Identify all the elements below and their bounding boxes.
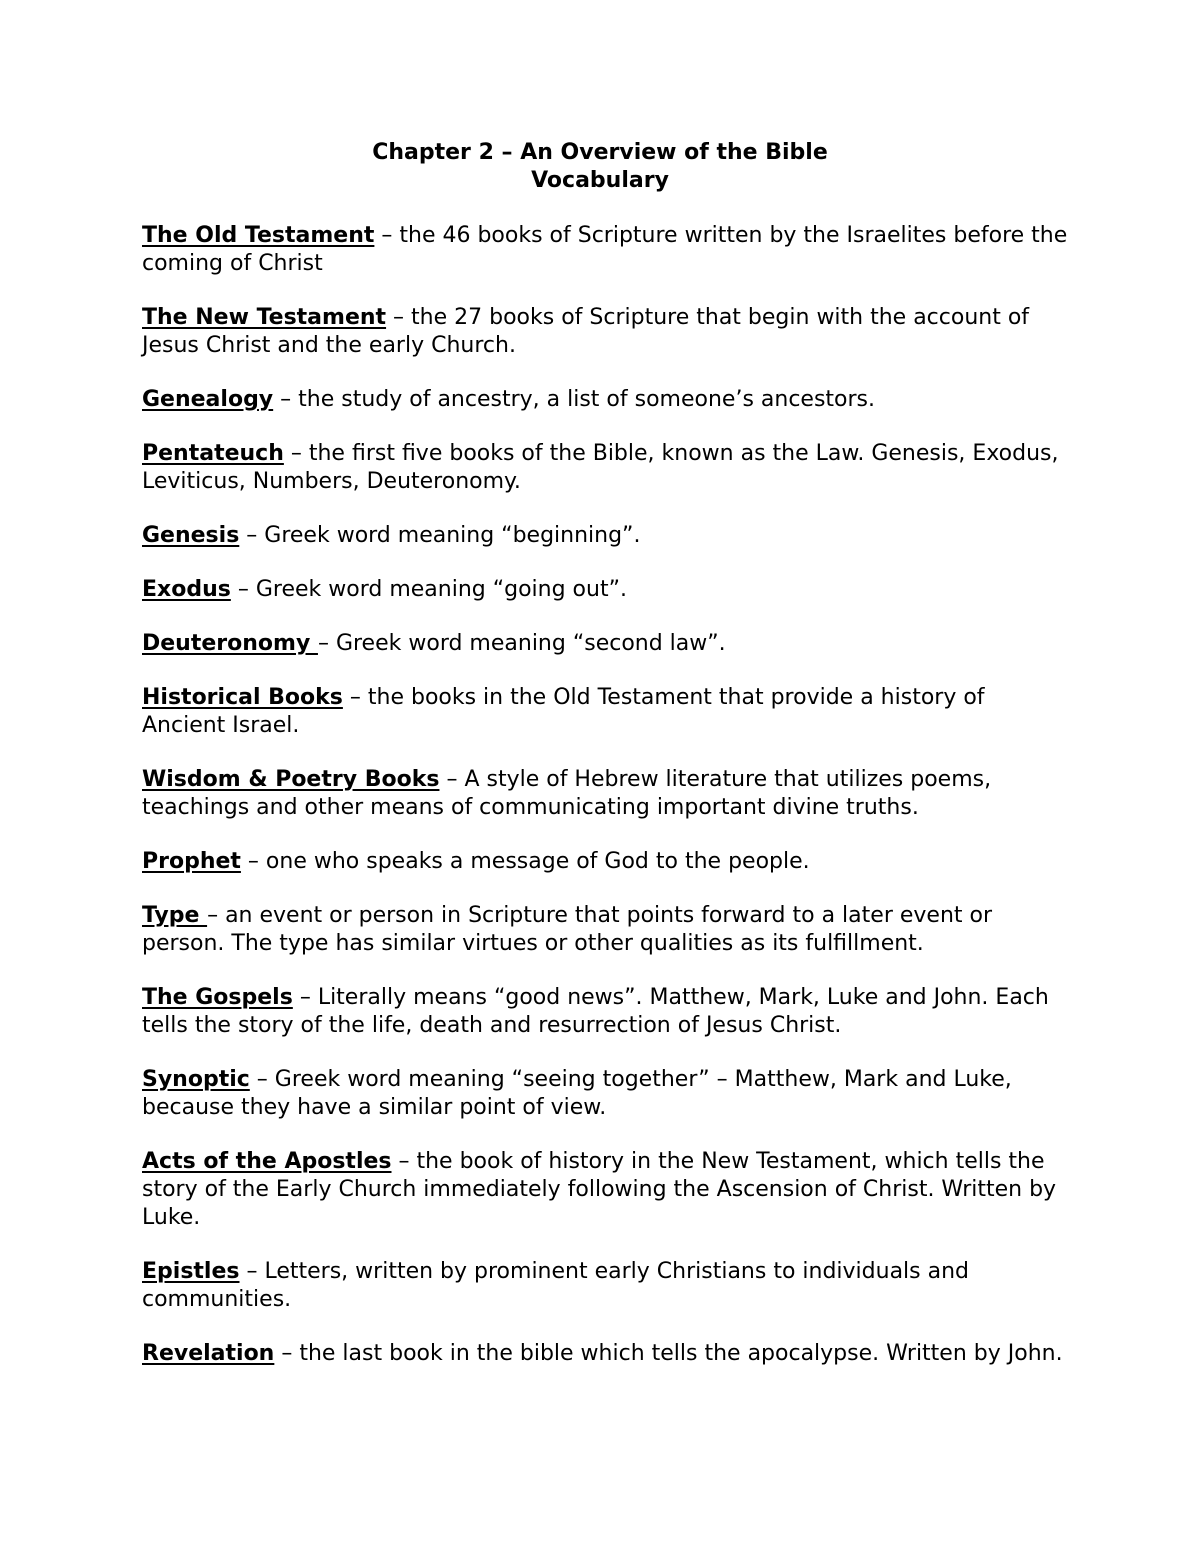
vocab-definition: – one who speaks a message of God to the people.	[240, 849, 810, 874]
vocab-term: Wisdom & Poetry Books	[142, 767, 440, 792]
vocab-entry	[142, 684, 1072, 740]
vocab-definition: – the first five books of the Bible, known as the Law. Genesis, Exodus, Leviticus, Numbers, Deuteronomy.	[142, 441, 1059, 494]
vocab-definition: – Greek word meaning “beginning”.	[239, 523, 641, 548]
vocab-entry	[142, 304, 1072, 360]
vocab-definition: – Letters, written by prominent early Christians to individuals and communities.	[142, 1259, 970, 1312]
vocab-term: Acts of the Apostles	[142, 1149, 392, 1174]
vocab-entry	[142, 1066, 1072, 1122]
vocab-definition: – Greek word meaning “seeing together” – Matthew, Mark and Luke, because they have a similar point of view.	[142, 1067, 1012, 1120]
vocab-term: The New Testament	[142, 305, 387, 330]
vocab-term: Genealogy	[142, 387, 274, 412]
document-subtitle: Vocabulary	[531, 168, 669, 193]
vocab-term: Exodus	[142, 577, 231, 602]
vocab-entry	[142, 440, 1072, 496]
vocab-definition: – the last book in the bible which tells the apocalypse. Written by John.	[274, 1341, 1063, 1366]
vocab-definition: – the books in the Old Testament that provide a history of Ancient Israel.	[142, 685, 985, 738]
vocab-term: Pentateuch	[142, 441, 284, 466]
vocab-definition: – the study of ancestry, a list of someone’s ancestors.	[273, 387, 875, 412]
vocab-definition: – Greek word meaning “second law”.	[317, 631, 726, 656]
vocab-entry	[142, 576, 1072, 604]
vocab-term: Synoptic	[142, 1067, 250, 1092]
vocab-entry	[142, 522, 1072, 550]
vocab-term: Type	[142, 903, 208, 928]
vocab-definition: – the 46 books of Scripture written by the Israelites before the coming of Christ	[142, 223, 1068, 276]
vocab-definition: – the book of history in the New Testament, which tells the story of the Early Church immediately following the Ascension of Christ. Written by Luke.	[142, 1149, 1057, 1230]
vocab-term: Prophet	[142, 849, 241, 874]
vocab-term: Revelation	[142, 1341, 275, 1366]
vocab-definition: – Literally means “good news”. Matthew, Mark, Luke and John. Each tells the story of the life, death and resurrection of Jesus Christ.	[142, 985, 1049, 1038]
vocab-entry	[142, 848, 1072, 876]
vocab-entry	[142, 984, 1072, 1040]
vocab-entry	[142, 222, 1072, 278]
vocab-entry	[142, 386, 1072, 414]
document-title: Chapter 2 – An Overview of the Bible	[372, 140, 828, 165]
title-block	[0, 139, 1200, 195]
vocab-term: The Gospels	[142, 985, 293, 1010]
vocab-term: The Old Testament	[142, 223, 375, 248]
vocab-definition: – A style of Hebrew literature that utilizes poems, teachings and other means of communicating important divine truths.	[142, 767, 992, 820]
vocab-entry	[142, 766, 1072, 822]
vocab-entry	[142, 630, 1072, 658]
vocab-term: Epistles	[142, 1259, 240, 1284]
vocab-entry	[142, 1148, 1072, 1232]
vocab-definition: – the 27 books of Scripture that begin with the account of Jesus Christ and the early Church.	[142, 305, 1030, 358]
vocab-entry	[142, 902, 1072, 958]
vocab-entry	[142, 1340, 1072, 1368]
vocab-definition: – an event or person in Scripture that points forward to a later event or person. The type has similar virtues or other qualities as its fulfillment.	[142, 903, 993, 956]
vocab-entry	[142, 1258, 1072, 1314]
vocab-definition: – Greek word meaning “going out”.	[230, 577, 627, 602]
vocab-term: Historical Books	[142, 685, 343, 710]
vocab-term: Deuteronomy	[142, 631, 318, 656]
vocab-term: Genesis	[142, 523, 240, 548]
vocabulary-list	[142, 222, 1072, 1394]
